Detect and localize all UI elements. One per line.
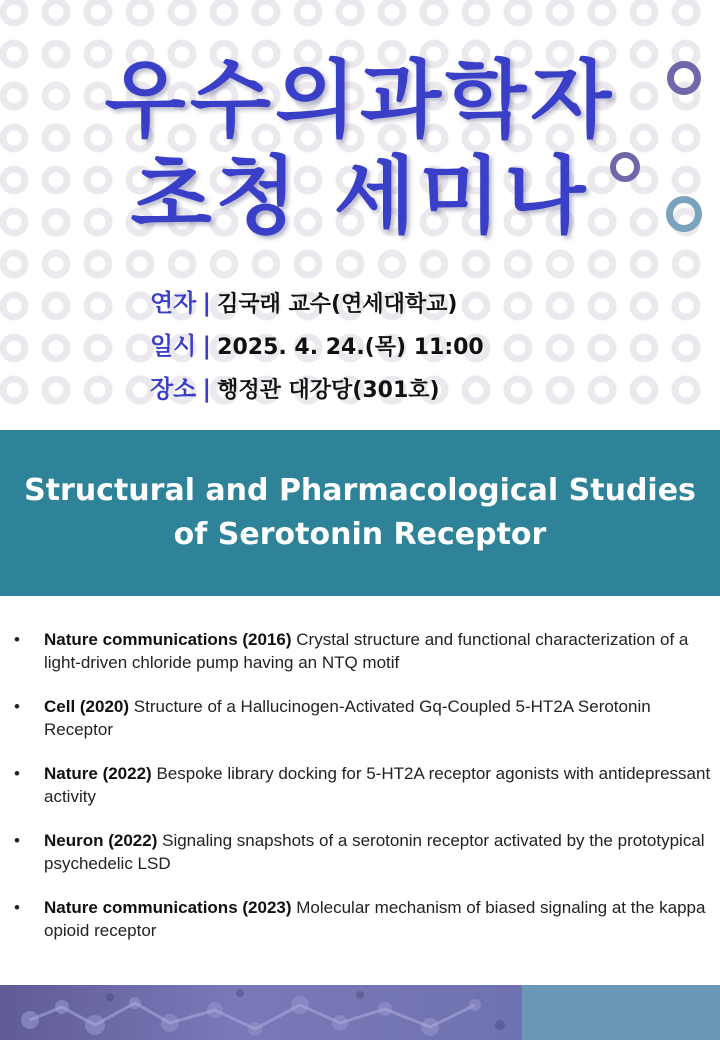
publication-item <box>14 762 714 808</box>
pattern-ring <box>507 295 529 317</box>
bullet: • <box>14 898 20 917</box>
decorative-ring-1 <box>667 61 701 95</box>
pattern-ring <box>507 379 529 401</box>
pattern-ring <box>255 1 277 23</box>
pattern-ring <box>45 295 67 317</box>
info-separator: | <box>202 332 212 360</box>
pattern-ring <box>591 337 613 359</box>
pattern-ring <box>87 337 109 359</box>
publication-title: Crystal structure and functional characterization of a light-driven chloride pump having an NTQ motif <box>44 630 689 672</box>
publication-list <box>14 628 714 963</box>
pattern-ring <box>87 1 109 23</box>
pattern-ring <box>129 379 151 401</box>
publication-journal: Neuron (2022) <box>44 831 158 850</box>
decorative-ring-2 <box>610 152 640 182</box>
pattern-ring <box>675 295 697 317</box>
pattern-ring <box>339 253 361 275</box>
pattern-ring <box>549 253 571 275</box>
publication-title: Molecular mechanism of biased signaling at the kappa opioid receptor <box>44 898 706 940</box>
publication-item <box>14 896 714 942</box>
publication-title: Signaling snapshots of a serotonin receptor activated by the prototypical psychedelic LSD <box>44 831 705 873</box>
pattern-ring <box>549 295 571 317</box>
pattern-ring <box>633 1 655 23</box>
pattern-ring <box>549 1 571 23</box>
pattern-ring <box>45 379 67 401</box>
pattern-ring <box>465 253 487 275</box>
pattern-ring <box>591 253 613 275</box>
pattern-ring <box>423 1 445 23</box>
pattern-ring <box>675 379 697 401</box>
pattern-ring <box>3 1 25 23</box>
pattern-ring <box>381 253 403 275</box>
info-separator: | <box>202 375 212 403</box>
info-datetime <box>150 326 484 369</box>
decorative-ring-3 <box>666 196 702 232</box>
publication-journal: Nature (2022) <box>44 764 152 783</box>
pattern-ring <box>171 253 193 275</box>
pattern-ring <box>129 253 151 275</box>
publication-item <box>14 695 714 741</box>
pattern-ring <box>675 1 697 23</box>
pattern-ring <box>549 379 571 401</box>
footer-accent-block <box>522 985 720 1040</box>
pattern-ring <box>339 1 361 23</box>
pattern-ring <box>675 337 697 359</box>
pattern-ring <box>633 337 655 359</box>
datetime-label: 일시 <box>150 332 197 360</box>
topic-line-2: of Serotonin Receptor <box>173 517 547 552</box>
location-label: 장소 <box>150 375 197 403</box>
seminar-info <box>150 283 484 412</box>
publication-journal: Nature communications (2023) <box>44 898 292 917</box>
pattern-ring <box>129 1 151 23</box>
title-line-1: 우수의과학자 <box>104 51 616 149</box>
pattern-ring <box>297 253 319 275</box>
publication-journal: Cell (2020) <box>44 697 130 716</box>
info-speaker <box>150 283 484 326</box>
pattern-ring <box>3 253 25 275</box>
topic-line-1: Structural and Pharmacological Studies <box>24 473 696 508</box>
pattern-ring <box>213 1 235 23</box>
pattern-ring <box>87 295 109 317</box>
pattern-ring <box>129 337 151 359</box>
pattern-ring <box>549 337 571 359</box>
location-value: 행정관 대강당(301호) <box>217 378 440 403</box>
publication-title: Structure of a Hallucinogen-Activated Gq-Coupled 5-HT2A Serotonin Receptor <box>44 697 651 739</box>
molecule-graphic <box>0 985 522 1040</box>
pattern-ring <box>45 1 67 23</box>
pattern-ring <box>171 1 193 23</box>
publication-item <box>14 628 714 674</box>
seminar-topic-banner <box>0 430 720 596</box>
title-line-2: 초청 세미나 <box>130 147 590 245</box>
info-location <box>150 369 484 412</box>
pattern-ring <box>423 253 445 275</box>
bullet: • <box>14 697 20 716</box>
pattern-ring <box>465 1 487 23</box>
bullet: • <box>14 831 20 850</box>
pattern-ring <box>633 379 655 401</box>
datetime-value: 2025. 4. 24.(목) 11:00 <box>217 335 484 360</box>
footer-molecule-image <box>0 985 522 1040</box>
bullet: • <box>14 764 20 783</box>
pattern-ring <box>507 253 529 275</box>
pattern-ring <box>3 379 25 401</box>
pattern-ring <box>633 253 655 275</box>
pattern-ring <box>591 379 613 401</box>
pattern-ring <box>3 295 25 317</box>
pattern-ring <box>381 1 403 23</box>
publication-item <box>14 829 714 875</box>
bullet: • <box>14 630 20 649</box>
pattern-ring <box>213 253 235 275</box>
pattern-ring <box>507 1 529 23</box>
poster-title <box>0 52 720 244</box>
speaker-value: 김국래 교수(연세대학교) <box>217 292 458 317</box>
publication-journal: Nature communications (2016) <box>44 630 292 649</box>
pattern-ring <box>297 1 319 23</box>
publication-title: Bespoke library docking for 5-HT2A receptor agonists with antidepressant activity <box>44 764 711 806</box>
pattern-ring <box>255 253 277 275</box>
pattern-ring <box>87 253 109 275</box>
info-separator: | <box>202 289 212 317</box>
speaker-label: 연자 <box>150 289 197 317</box>
pattern-ring <box>633 295 655 317</box>
header-section <box>0 0 720 430</box>
pattern-ring <box>675 253 697 275</box>
pattern-ring <box>45 253 67 275</box>
pattern-ring <box>129 295 151 317</box>
pattern-ring <box>45 337 67 359</box>
pattern-ring <box>591 1 613 23</box>
pattern-ring <box>87 379 109 401</box>
pattern-ring <box>3 337 25 359</box>
pattern-ring <box>507 337 529 359</box>
pattern-ring <box>591 295 613 317</box>
